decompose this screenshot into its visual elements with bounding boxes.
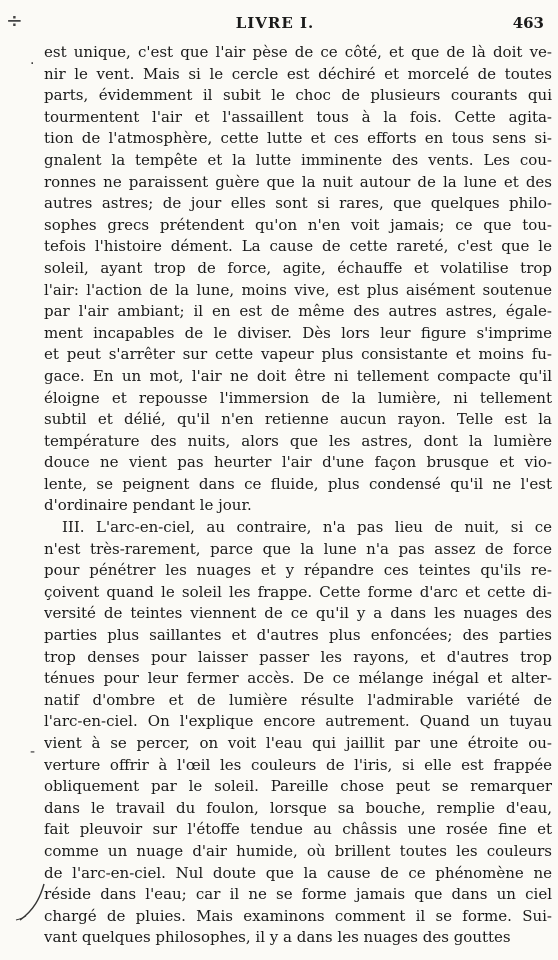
text-line: sophes grecs prétendent qu'on n'en voit jamais; ce que tou- xyxy=(44,215,552,234)
text-line: douce ne vient pas heurter l'air d'une façon brusque et vio- xyxy=(44,453,552,472)
text-line: l'arc-en-ciel. On l'explique encore autrement. Quand un tuyau xyxy=(44,712,552,731)
text-line: trop denses pour laisser passer les rayons, et d'autres trop xyxy=(44,647,552,666)
text-line: n'est très-rarement, parce que la lune n'a pas assez de force xyxy=(44,539,552,558)
text-line: vant quelques philosophes, il y a dans les nuages des gouttes xyxy=(44,928,511,947)
page-number: 463 xyxy=(512,14,544,32)
text-line: obliquement par le soleil. Pareille chose peut se remarquer xyxy=(44,777,552,796)
margin-tick-mark: · xyxy=(30,56,35,72)
text-line: et peut s'arrêter sur cette vapeur plus consistante et moins fu- xyxy=(44,345,552,364)
text-line: tourmentent l'air et l'assaillent tous à la fois. Cette agita- xyxy=(44,107,552,126)
text-line: réside dans l'eau; car il ne se forme jamais que dans un ciel xyxy=(44,885,552,904)
text-line: subtil et délié, qu'il n'en retienne aucun rayon. Telle est la xyxy=(44,410,552,429)
text-line: parts, évidemment il subit le choc de plusieurs courants qui xyxy=(44,86,552,105)
text-line: vient à se percer, on voit l'eau qui jaillit par une étroite ou- xyxy=(44,734,552,752)
text-line: dans le travail du foulon, lorsque sa bouche, remplie d'eau, xyxy=(44,798,552,817)
text-line: tion de l'atmosphère, cette lutte et ces efforts en tous sens si- xyxy=(44,129,552,148)
text-line: gnalent la tempête et la lutte imminente des vents. Les cou- xyxy=(44,150,552,169)
text-line: III. L'arc-en-ciel, au contraire, n'a pas lieu de nuit, si ce xyxy=(62,518,552,537)
text-line: çoivent quand le soleil les frappe. Cette forme d'arc et cette di- xyxy=(44,582,552,601)
text-line: éloigne et repousse l'immersion de la lumière, ni tellement xyxy=(44,388,552,407)
text-line: parties plus saillantes et d'autres plus enfoncées; des parties xyxy=(44,626,552,645)
text-line: verture offrir à l'œil les couleurs de l'iris, si elle est frappée xyxy=(44,755,552,774)
text-line: température des nuits, alors que les astres, dont la lumière xyxy=(44,431,552,450)
text-line: natif d'ombre et de lumière résulte l'admirable variété de xyxy=(44,690,552,709)
text-line: lente, se peignent dans ce fluide, plus condensé qu'il ne l'est xyxy=(44,474,552,493)
margin-tick-mark: - xyxy=(30,744,36,760)
body-text xyxy=(44,42,552,949)
running-head xyxy=(40,14,550,36)
text-line: chargé de pluies. Mais examinons comment il se forme. Sui- xyxy=(44,906,552,925)
text-line: de l'arc-en-ciel. Nul doute que la cause de ce phénomène ne xyxy=(44,863,552,882)
text-line: est unique, c'est que l'air pèse de ce côté, et que de là doit ve- xyxy=(44,43,552,61)
text-line: fait pleuvoir sur l'étoffe tendue au châssis une rosée fine et xyxy=(44,820,552,839)
text-line: ment incapables de le diviser. Dès lors leur figure s'imprime xyxy=(44,323,552,342)
text-line: autres astres; de jour elles sont si rares, que quelques philo- xyxy=(44,194,552,213)
text-line: versité de teintes viennent de ce qu'il y a dans les nuages des xyxy=(44,604,552,623)
text-line: l'air: l'action de la lune, moins vive, est plus aisément soutenue xyxy=(44,280,552,299)
text-line: ténues pour leur fermer accès. De ce mélange inégal et alter- xyxy=(44,669,552,688)
text-line: pour pénétrer les nuages et y répandre ces teintes qu'ils re- xyxy=(44,561,552,580)
text-line: d'ordinaire pendant le jour. xyxy=(44,496,252,515)
text-line: par l'air ambiant; il en est de même des autres astres, égale- xyxy=(44,302,552,321)
text-line: comme un nuage d'air humide, où brillent toutes les couleurs xyxy=(44,841,552,860)
margin-mark: ÷ xyxy=(6,8,23,32)
text-line: nir le vent. Mais si le cercle est déchiré et morcelé de toutes xyxy=(44,64,552,83)
margin-scribble-icon xyxy=(14,880,48,924)
text-line: gace. En un mot, l'air ne doit être ni tellement compacte qu'il xyxy=(44,366,552,385)
chapter-heading: LIVRE I. xyxy=(235,14,315,32)
text-line: soleil, ayant trop de force, agite, échauffe et volatilise trop xyxy=(44,258,552,277)
text-line: ronnes ne paraissent guère que la nuit autour de la lune et des xyxy=(44,172,552,191)
text-line: tefois l'histoire dément. La cause de cette rareté, c'est que le xyxy=(44,237,552,256)
